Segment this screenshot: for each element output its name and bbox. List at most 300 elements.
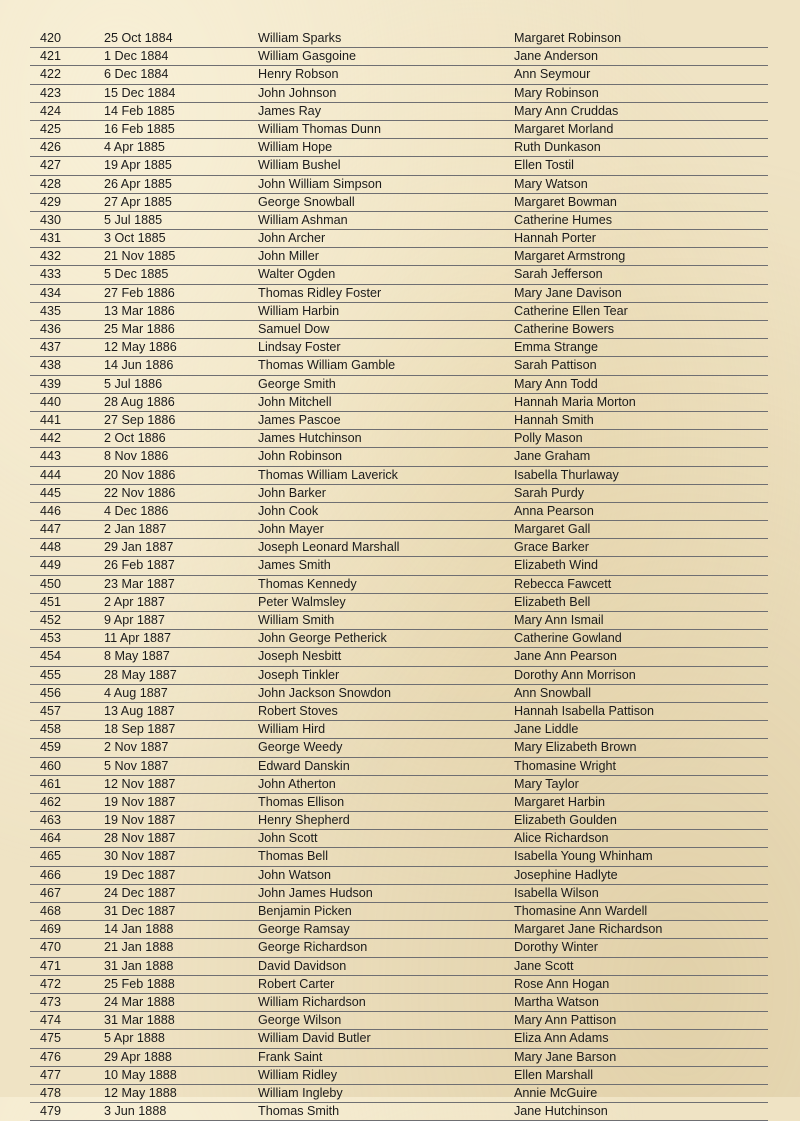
bride-name: Mary Ann Pattison (514, 1013, 617, 1028)
table-row (30, 230, 768, 248)
table-row (30, 812, 768, 830)
entry-number: 460 (40, 758, 62, 773)
entry-number: 457 (40, 703, 62, 718)
groom-name: John Miller (258, 249, 319, 264)
bride-name: Elizabeth Goulden (514, 813, 617, 828)
entry-number: 477 (40, 1067, 62, 1082)
marriage-date: 31 Dec 1887 (104, 904, 176, 918)
entry-number: 431 (40, 231, 62, 246)
table-row (30, 139, 768, 157)
bride-name: Sarah Pattison (514, 358, 597, 373)
groom-name: Frank Saint (258, 1049, 323, 1064)
marriage-date: 8 Nov 1886 (104, 449, 169, 464)
bride-name: Anna Pearson (514, 503, 594, 518)
groom-name: William Thomas Dunn (258, 121, 381, 136)
table-row (30, 1067, 768, 1085)
marriage-date: 2 Jan 1887 (104, 522, 167, 537)
table-row (30, 176, 768, 194)
groom-name: Robert Carter (258, 976, 335, 991)
groom-name: William Bushel (258, 158, 341, 173)
groom-name: John George Petherick (258, 631, 387, 646)
marriage-date: 3 Oct 1885 (104, 231, 166, 246)
table-row (30, 848, 768, 866)
marriage-date: 28 Aug 1886 (104, 394, 175, 409)
marriage-date: 9 Apr 1887 (104, 613, 165, 627)
entry-number: 449 (40, 558, 62, 573)
entry-number: 443 (40, 449, 62, 464)
table-row (30, 485, 768, 503)
table-row (30, 830, 768, 848)
entry-number: 471 (40, 958, 62, 973)
bride-name: Mary Taylor (514, 776, 579, 791)
table-row (30, 394, 768, 412)
bride-name: Mary Ann Cruddas (514, 103, 619, 118)
groom-name: William Hope (258, 140, 333, 155)
entry-number: 463 (40, 813, 62, 828)
groom-name: Edward Danskin (258, 758, 350, 773)
entry-number: 450 (40, 576, 62, 591)
entry-number: 428 (40, 176, 62, 191)
bride-name: Thomasine Ann Wardell (514, 904, 648, 918)
table-row (30, 794, 768, 812)
entry-number: 451 (40, 594, 62, 609)
groom-name: George Richardson (258, 940, 368, 955)
marriage-date: 16 Feb 1885 (104, 121, 175, 136)
bride-name: Emma Strange (514, 340, 598, 355)
table-row (30, 357, 768, 375)
groom-name: Joseph Leonard Marshall (258, 540, 400, 555)
bride-name: Dorothy Winter (514, 940, 598, 955)
marriage-date: 2 Oct 1886 (104, 431, 166, 446)
entry-number: 476 (40, 1049, 62, 1064)
table-row (30, 739, 768, 757)
marriage-date: 27 Feb 1886 (104, 285, 175, 300)
table-row (30, 994, 768, 1012)
bride-name: Jane Scott (514, 958, 574, 973)
bride-name: Jane Graham (514, 449, 591, 464)
table-row (30, 721, 768, 739)
bride-name: Isabella Thurlaway (514, 467, 619, 482)
table-row (30, 885, 768, 903)
table-row (30, 1030, 768, 1048)
entry-number: 434 (40, 285, 62, 300)
entry-number: 430 (40, 212, 62, 227)
bride-name: Hannah Maria Morton (514, 394, 636, 409)
bride-name: Catherine Bowers (514, 322, 615, 336)
entry-number: 448 (40, 540, 62, 555)
groom-name: William Richardson (258, 994, 366, 1009)
table-row (30, 921, 768, 939)
bride-name: Martha Watson (514, 994, 599, 1009)
entry-number: 445 (40, 485, 62, 500)
bride-name: Catherine Ellen Tear (514, 303, 628, 318)
marriage-date: 28 Nov 1887 (104, 831, 176, 846)
table-row (30, 1085, 768, 1103)
bride-name: Dorothy Ann Morrison (514, 667, 636, 682)
bride-name: Alice Richardson (514, 831, 609, 846)
bride-name: Isabella Wilson (514, 885, 599, 900)
marriage-date: 26 Apr 1885 (104, 176, 172, 191)
groom-name: John Mayer (258, 522, 324, 537)
table-row (30, 939, 768, 957)
bride-name: Hannah Smith (514, 412, 594, 427)
marriage-date: 13 Aug 1887 (104, 703, 175, 718)
groom-name: David Davidson (258, 958, 347, 973)
entry-number: 435 (40, 303, 62, 318)
groom-name: John Cook (258, 503, 319, 518)
table-row (30, 467, 768, 485)
marriage-date: 2 Apr 1887 (104, 594, 165, 609)
table-row (30, 248, 768, 266)
bride-name: Catherine Humes (514, 212, 612, 227)
bride-name: Mary Elizabeth Brown (514, 740, 637, 755)
entry-number: 459 (40, 740, 62, 755)
marriage-date: 4 Dec 1886 (104, 503, 169, 518)
bride-name: Sarah Jefferson (514, 267, 603, 282)
marriage-date: 19 Nov 1887 (104, 794, 176, 809)
marriage-date: 8 May 1887 (104, 649, 170, 664)
marriage-date: 30 Nov 1887 (104, 849, 176, 864)
entry-number: 441 (40, 412, 62, 427)
entry-number: 442 (40, 431, 62, 446)
marriage-date: 13 Mar 1886 (104, 303, 175, 318)
marriage-date: 5 Jul 1886 (104, 376, 163, 391)
entry-number: 424 (40, 103, 62, 118)
entry-number: 454 (40, 649, 62, 664)
bride-name: Margaret Harbin (514, 794, 605, 809)
groom-name: Thomas Kennedy (258, 576, 357, 591)
marriage-date: 6 Dec 1884 (104, 67, 169, 82)
bride-name: Margaret Bowman (514, 194, 617, 209)
entry-number: 465 (40, 849, 62, 864)
entry-number: 469 (40, 922, 62, 937)
table-row (30, 339, 768, 357)
entry-number: 453 (40, 631, 62, 646)
entry-number: 439 (40, 376, 62, 391)
groom-name: Peter Walmsley (258, 594, 346, 609)
entry-number: 478 (40, 1085, 62, 1100)
table-row (30, 1103, 768, 1121)
table-row (30, 648, 768, 666)
table-row (30, 121, 768, 139)
table-row (30, 557, 768, 575)
entry-number: 429 (40, 194, 62, 209)
marriage-date: 21 Jan 1888 (104, 940, 174, 955)
groom-name: John Robinson (258, 449, 343, 464)
bride-name: Mary Ann Ismail (514, 613, 604, 627)
bride-name: Margaret Jane Richardson (514, 922, 663, 937)
entry-number: 427 (40, 158, 62, 173)
bride-name: Grace Barker (514, 540, 589, 555)
table-row (30, 1049, 768, 1067)
groom-name: William David Butler (258, 1031, 371, 1046)
marriage-register-table (30, 30, 768, 1121)
entry-number: 426 (40, 140, 62, 155)
table-row (30, 212, 768, 230)
table-row (30, 303, 768, 321)
marriage-date: 25 Oct 1884 (104, 31, 173, 45)
groom-name: George Smith (258, 376, 336, 391)
table-row (30, 685, 768, 703)
entry-number: 474 (40, 1013, 62, 1028)
bride-name: Annie McGuire (514, 1085, 598, 1100)
marriage-date: 31 Mar 1888 (104, 1013, 175, 1028)
entry-number: 436 (40, 322, 62, 336)
marriage-date: 12 May 1888 (104, 1085, 177, 1100)
entry-number: 464 (40, 831, 62, 846)
marriage-date: 28 May 1887 (104, 667, 177, 682)
entry-number: 479 (40, 1104, 62, 1119)
entry-number: 470 (40, 940, 62, 955)
table-row (30, 976, 768, 994)
entry-number: 420 (40, 31, 62, 45)
entry-number: 466 (40, 867, 62, 882)
table-row (30, 157, 768, 175)
groom-name: William Ashman (258, 212, 348, 227)
entry-number: 440 (40, 394, 62, 409)
groom-name: John James Hudson (258, 885, 373, 900)
groom-name: Thomas Ellison (258, 794, 345, 809)
bride-name: Jane Hutchinson (514, 1104, 608, 1119)
bride-name: Eliza Ann Adams (514, 1031, 609, 1046)
entry-number: 433 (40, 267, 62, 282)
marriage-date: 25 Mar 1886 (104, 322, 175, 336)
groom-name: John Barker (258, 485, 326, 500)
groom-name: John Watson (258, 867, 332, 882)
marriage-date: 4 Aug 1887 (104, 685, 168, 700)
marriage-date: 10 May 1888 (104, 1067, 177, 1082)
marriage-date: 12 Nov 1887 (104, 776, 176, 791)
entry-number: 421 (40, 49, 62, 64)
entry-number: 468 (40, 904, 62, 918)
entry-number: 472 (40, 976, 62, 991)
marriage-date: 5 Jul 1885 (104, 212, 163, 227)
marriage-date: 14 Jan 1888 (104, 922, 174, 937)
groom-name: Thomas William Gamble (258, 358, 396, 373)
marriage-date: 24 Mar 1888 (104, 994, 175, 1009)
marriage-date: 27 Apr 1885 (104, 194, 172, 209)
bride-name: Polly Mason (514, 431, 583, 446)
groom-name: Robert Stoves (258, 703, 338, 718)
bride-name: Margaret Robinson (514, 31, 622, 45)
table-row (30, 412, 768, 430)
entry-number: 432 (40, 249, 62, 264)
entry-number: 446 (40, 503, 62, 518)
marriage-date: 2 Nov 1887 (104, 740, 169, 755)
groom-name: John Johnson (258, 85, 337, 100)
groom-name: William Ingleby (258, 1085, 343, 1100)
entry-number: 458 (40, 722, 62, 737)
table-row (30, 667, 768, 685)
marriage-date: 26 Feb 1887 (104, 558, 175, 573)
table-row (30, 194, 768, 212)
entry-number: 444 (40, 467, 62, 482)
table-row (30, 48, 768, 66)
groom-name: Walter Ogden (258, 267, 336, 282)
bride-name: Mary Robinson (514, 85, 599, 100)
bride-name: Jane Liddle (514, 722, 579, 737)
table-row (30, 758, 768, 776)
entry-number: 461 (40, 776, 62, 791)
table-row (30, 376, 768, 394)
marriage-date: 31 Jan 1888 (104, 958, 174, 973)
bride-name: Thomasine Wright (514, 758, 616, 773)
marriage-date: 27 Sep 1886 (104, 412, 176, 427)
entry-number: 423 (40, 85, 62, 100)
bride-name: Margaret Gall (514, 522, 591, 537)
bride-name: Ellen Tostil (514, 158, 574, 173)
table-row (30, 612, 768, 630)
entry-number: 473 (40, 994, 62, 1009)
marriage-date: 19 Nov 1887 (104, 813, 176, 828)
groom-name: James Hutchinson (258, 431, 362, 446)
groom-name: John William Simpson (258, 176, 382, 191)
groom-name: Henry Shepherd (258, 813, 350, 828)
groom-name: Samuel Dow (258, 322, 330, 336)
marriage-date: 20 Nov 1886 (104, 467, 176, 482)
groom-name: Joseph Tinkler (258, 667, 340, 682)
bride-name: Josephine Hadlyte (514, 867, 618, 882)
marriage-date: 5 Apr 1888 (104, 1031, 165, 1046)
marriage-date: 1 Dec 1884 (104, 49, 169, 64)
table-row (30, 630, 768, 648)
bride-name: Jane Ann Pearson (514, 649, 617, 664)
marriage-date: 29 Jan 1887 (104, 540, 174, 555)
bride-name: Elizabeth Wind (514, 558, 598, 573)
table-row (30, 448, 768, 466)
table-row (30, 958, 768, 976)
bride-name: Isabella Young Whinham (514, 849, 653, 864)
bride-name: Mary Jane Davison (514, 285, 622, 300)
marriage-date: 4 Apr 1885 (104, 140, 165, 155)
table-row (30, 503, 768, 521)
groom-name: Thomas Bell (258, 849, 328, 864)
entry-number: 422 (40, 67, 62, 82)
table-row (30, 1012, 768, 1030)
marriage-date: 22 Nov 1886 (104, 485, 176, 500)
bride-name: Mary Jane Barson (514, 1049, 617, 1064)
bride-name: Margaret Morland (514, 121, 614, 136)
bride-name: Hannah Isabella Pattison (514, 703, 655, 718)
marriage-date: 29 Apr 1888 (104, 1049, 172, 1064)
bride-name: Hannah Porter (514, 231, 596, 246)
table-row (30, 266, 768, 284)
bride-name: Ellen Marshall (514, 1067, 594, 1082)
marriage-date: 14 Feb 1885 (104, 103, 175, 118)
groom-name: George Wilson (258, 1013, 342, 1028)
bride-name: Rebecca Fawcett (514, 576, 612, 591)
marriage-date: 15 Dec 1884 (104, 85, 176, 100)
marriage-date: 18 Sep 1887 (104, 722, 176, 737)
table-row (30, 285, 768, 303)
entry-number: 447 (40, 522, 62, 537)
groom-name: John Jackson Snowdon (258, 685, 392, 700)
table-row (30, 594, 768, 612)
groom-name: John Archer (258, 231, 326, 246)
bride-name: Ann Snowball (514, 685, 592, 700)
entry-number: 438 (40, 358, 62, 373)
entry-number: 452 (40, 613, 62, 627)
bride-name: Elizabeth Bell (514, 594, 591, 609)
groom-name: William Harbin (258, 303, 340, 318)
groom-name: George Weedy (258, 740, 343, 755)
table-row (30, 85, 768, 103)
groom-name: John Scott (258, 831, 318, 846)
bride-name: Sarah Purdy (514, 485, 585, 500)
groom-name: John Mitchell (258, 394, 332, 409)
bride-name: Ann Seymour (514, 67, 591, 82)
table-row (30, 103, 768, 121)
marriage-date: 19 Dec 1887 (104, 867, 176, 882)
groom-name: Thomas Smith (258, 1104, 340, 1119)
marriage-date: 21 Nov 1885 (104, 249, 176, 264)
marriage-date: 14 Jun 1886 (104, 358, 174, 373)
groom-name: William Sparks (258, 31, 342, 45)
marriage-date: 3 Jun 1888 (104, 1104, 167, 1119)
bride-name: Ruth Dunkason (514, 140, 601, 155)
groom-name: Thomas Ridley Foster (258, 285, 382, 300)
groom-name: James Ray (258, 103, 321, 118)
groom-name: George Ramsay (258, 922, 350, 937)
entry-number: 467 (40, 885, 62, 900)
groom-name: Lindsay Foster (258, 340, 341, 355)
bride-name: Mary Watson (514, 176, 588, 191)
marriage-date: 23 Mar 1887 (104, 576, 175, 591)
table-row (30, 539, 768, 557)
groom-name: Thomas William Laverick (258, 467, 398, 482)
bride-name: Jane Anderson (514, 49, 599, 64)
groom-name: James Smith (258, 558, 331, 573)
marriage-date: 25 Feb 1888 (104, 976, 175, 991)
table-row (30, 903, 768, 921)
groom-name: Henry Robson (258, 67, 339, 82)
entry-number: 462 (40, 794, 62, 809)
table-row (30, 30, 768, 48)
groom-name: William Gasgoine (258, 49, 356, 64)
entry-number: 437 (40, 340, 62, 355)
table-row (30, 576, 768, 594)
table-row (30, 521, 768, 539)
entry-number: 456 (40, 685, 62, 700)
table-row (30, 703, 768, 721)
bride-name: Rose Ann Hogan (514, 976, 610, 991)
groom-name: John Atherton (258, 776, 336, 791)
table-row (30, 776, 768, 794)
marriage-date: 12 May 1886 (104, 340, 177, 355)
marriage-date: 19 Apr 1885 (104, 158, 172, 173)
table-row (30, 430, 768, 448)
groom-name: James Pascoe (258, 412, 341, 427)
groom-name: Benjamin Picken (258, 904, 352, 918)
marriage-date: 24 Dec 1887 (104, 885, 176, 900)
entry-number: 425 (40, 121, 62, 136)
groom-name: George Snowball (258, 194, 355, 209)
table-row (30, 867, 768, 885)
marriage-date: 5 Nov 1887 (104, 758, 169, 773)
marriage-date: 5 Dec 1885 (104, 267, 169, 282)
groom-name: William Hird (258, 722, 326, 737)
entry-number: 455 (40, 667, 62, 682)
table-row (30, 321, 768, 339)
entry-number: 475 (40, 1031, 62, 1046)
table-row (30, 66, 768, 84)
bride-name: Catherine Gowland (514, 631, 622, 646)
marriage-date: 11 Apr 1887 (104, 631, 171, 646)
groom-name: William Ridley (258, 1067, 338, 1082)
bride-name: Margaret Armstrong (514, 249, 626, 264)
bride-name: Mary Ann Todd (514, 376, 598, 391)
groom-name: Joseph Nesbitt (258, 649, 342, 664)
